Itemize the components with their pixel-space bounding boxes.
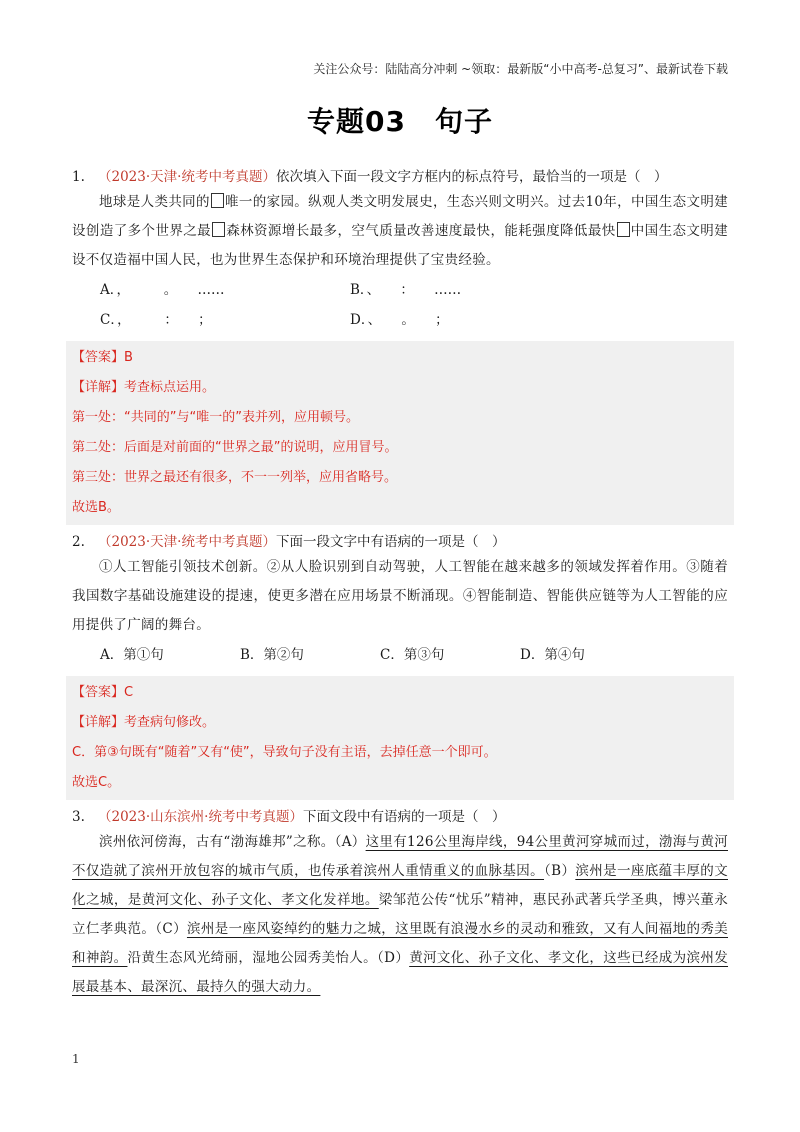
option-d[interactable]: D．第④句 <box>520 647 585 663</box>
option-a[interactable]: A．， 。 …… <box>100 282 225 298</box>
option-d[interactable]: D．、 。 ； <box>350 312 449 328</box>
question-stem: 依次填入下面一段文字方框内的标点符号，最恰当的一项是（ ） <box>275 169 668 185</box>
question-3-passage <box>72 828 728 1002</box>
passage-segment: 中国生态文明建设不仅造福中国人民，也为世界生态保护和环境治理提供了宝贵经验。 <box>72 223 728 268</box>
detail-line: 第三处：世界之最还有很多，不一一列举，应用省略号。 <box>72 470 398 485</box>
detail-line: 第一处：“共同的”与“唯一的”表并列，应用顿号。 <box>72 410 359 425</box>
detail-line: C．第③句既有“随着”又有“使”，导致句子没有主语，去掉任意一个即可。 <box>72 745 497 760</box>
answer-label: 【答案】B <box>72 350 133 365</box>
passage-segment: 唯一的家园。纵观人类文明发展史，生态兴则文明兴。过去10年，中国生态文明建设创造了多个世界之最 <box>72 194 728 239</box>
blank-box-1 <box>211 193 224 208</box>
question-2-options <box>72 640 728 670</box>
question-number: 1. <box>72 169 85 185</box>
option-c[interactable]: C．， ： ； <box>100 312 212 328</box>
answer-label: 【答案】C <box>72 685 134 700</box>
question-source: （2023·天津·统考中考真题） <box>98 169 276 185</box>
passage-segment: 地球是人类共同的 <box>99 194 210 210</box>
option-a[interactable]: A．第①句 <box>100 647 164 663</box>
blank-box-3 <box>617 222 630 237</box>
underlined-sentence-a: 这里有126公里海岸线，94公里黄河穿城而过，渤海与黄河不仅造就了滨州开放包容的城市气质，也传承着滨州人重情重义的血脉基因。 <box>72 834 728 879</box>
document-body <box>72 160 728 1002</box>
underlined-sentence-d: 黄河文化、孙子文化、孝文化，这些已经成为滨州发展最基本、最深沉、最持久的强大动力。 <box>72 950 729 995</box>
underlined-sentence-c: 滨州是一座风姿绰约的魅力之城，这里既有浪漫水乡的灵动和雅致，又有人间福地的秀美和神韵。 <box>72 921 728 966</box>
option-b[interactable]: B．、 ： …… <box>350 282 462 298</box>
question-2-heading <box>72 531 728 553</box>
question-1 <box>72 166 728 525</box>
underlined-sentence-b: 滨州是一座底蕴丰厚的文化之城，是黄河文化、孙子文化、孝文化发祥地。 <box>72 863 728 908</box>
question-1-passage <box>72 188 728 275</box>
question-source: （2023·山东滨州·统考中考真题） <box>98 809 303 825</box>
page-number: 1 <box>72 1052 80 1066</box>
passage-segment: （B） <box>544 863 576 879</box>
question-number: 3. <box>72 809 85 825</box>
passage-segment: 梁邹范公传“忧乐”精神，惠民孙武著兵学圣典，博兴董永立仁孝典范。（C） <box>72 892 728 937</box>
option-b[interactable]: B．第②句 <box>240 647 304 663</box>
question-3 <box>72 806 728 1002</box>
blank-box-2 <box>212 222 225 237</box>
page-title: 专题03 句子 <box>307 105 493 138</box>
question-stem: 下面文段中有语病的一项是（ ） <box>302 809 506 825</box>
conclusion: 故选B。 <box>72 500 120 515</box>
question-1-heading <box>72 166 728 188</box>
question-2 <box>72 531 728 800</box>
option-c[interactable]: C．第③句 <box>380 647 445 663</box>
passage-segment: 滨州依河傍海，古有“渤海雄邦”之称。（A） <box>99 834 366 850</box>
detail-line: 第二处：后面是对前面的“世界之最”的说明，应用冒号。 <box>72 440 398 455</box>
question-3-heading <box>72 806 728 828</box>
question-source: （2023·天津·统考中考真题） <box>98 534 276 550</box>
question-number: 2. <box>72 534 85 550</box>
passage-segment: 森林资源增长最多，空气质量改善速度最快，能耗强度降低最快 <box>226 223 616 239</box>
question-stem: 下面一段文字中有语病的一项是（ ） <box>275 534 506 550</box>
question-1-options <box>72 275 728 335</box>
detail-label: 【详解】考查病句修改。 <box>72 715 216 730</box>
question-2-passage: ①人工智能引领技术创新。②从人脸识别到自动驾驶，人工智能在越来越多的领域发挥着作用。③随着我国数字基础设施建设的提速，使更多潜在应用场景不断涌现。④智能制造、智能供应链等为人工智能的应用提供了广阔的舞台。 <box>72 559 728 633</box>
answer-block-1 <box>66 341 734 525</box>
answer-block-2 <box>66 676 734 800</box>
detail-label: 【详解】考查标点运用。 <box>72 380 216 395</box>
header-note: 关注公众号：陆陆高分冲刺 ~领取：最新版“小中高考-总复习”、最新试卷下载 <box>313 62 728 76</box>
passage-segment: 沿黄生态风光绮丽，湿地公园秀美怡人。（D） <box>127 950 410 966</box>
conclusion: 故选C。 <box>72 775 121 790</box>
